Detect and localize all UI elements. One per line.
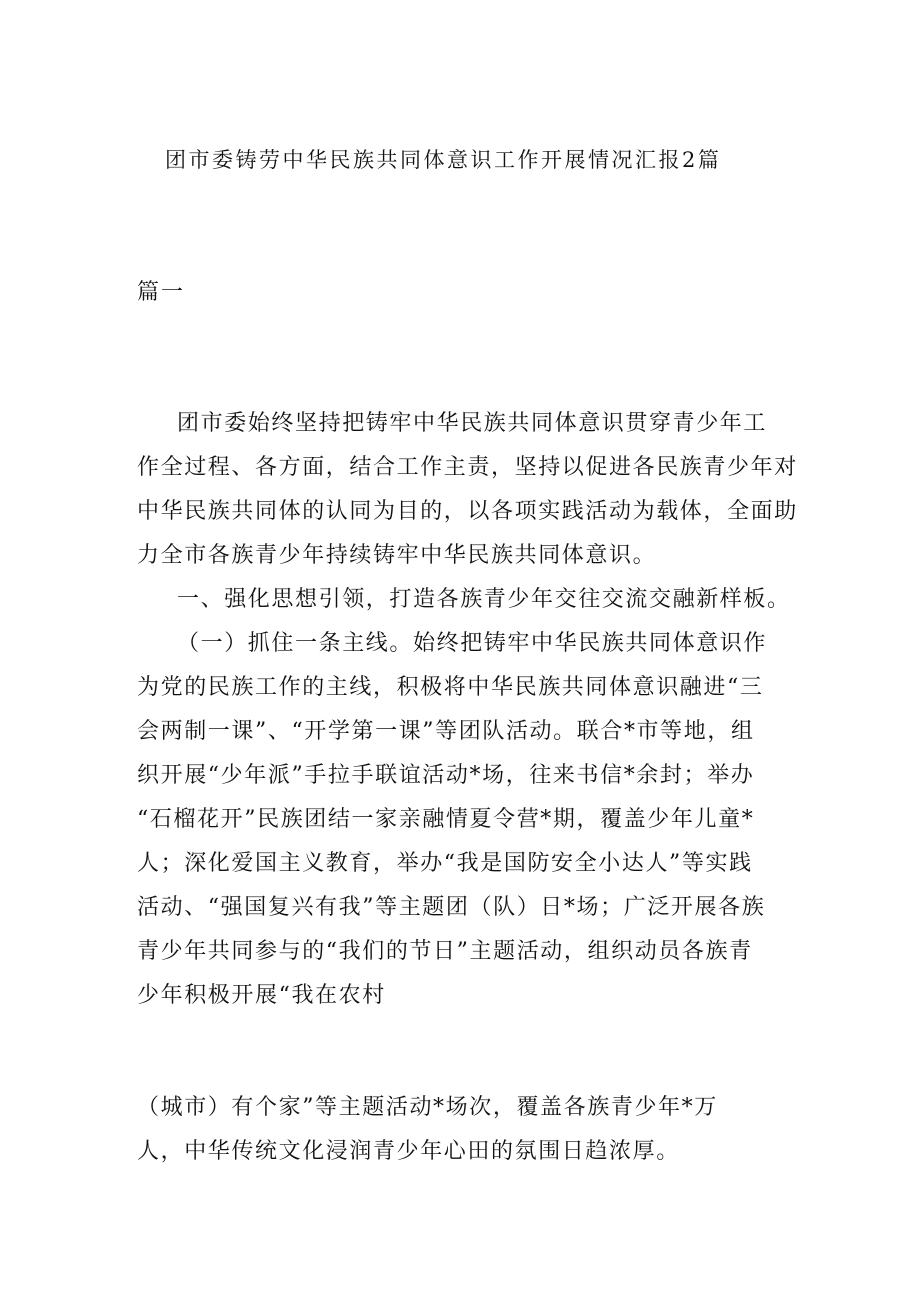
paragraph-line: 青少年共同参与的“我们的节日”主题活动，组织动员各族青 [137,939,753,964]
paragraph-line: 人，中华传统文化浸润青少年心田的氛围日趋浓厚。 [137,1139,680,1164]
paragraph-line: 为党的民族工作的主线，积极将中华民族共同体意识融进“三 [137,675,764,700]
document-title: 团市委铸劳中华民族共同体意识工作开展情况汇报2篇 [165,148,722,172]
section-label: 篇一 [137,280,186,305]
paragraph-line: 少年积极开展“我在农村 [137,983,386,1008]
paragraph-line: 中华民族共同体的认同为目的，以各项实践活动为载体，全面助 [137,499,798,524]
paragraph-line: 织开展“少年派”手拉手联谊活动*场，往来书信*余封；举办 [137,763,755,788]
paragraph-line: 作全过程、各方面，结合工作主责，坚持以促进各民族青少年对 [137,455,798,480]
paragraph-line: 人；深化爱国主义教育，举办“我是国防安全小达人”等实践 [137,851,753,876]
paragraph-line: 力全市各族青少年持续铸牢中华民族共同体意识。 [137,543,657,568]
section-heading: 一、强化思想引领，打造各族青少年交往交流交融新样板。 [177,587,791,612]
paragraph-line: “石榴花开”民族团结一家亲融情夏令营*期，覆盖少年儿童* [137,807,755,832]
paragraph-line: （城市）有个家”等主题活动*场次，覆盖各族青少年*万 [137,1095,718,1120]
paragraph-line: 会两制一课”、“开学第一课”等团队活动。联合*市等地，组 [137,719,755,744]
paragraph-line: 活动、“强国复兴有我”等主题团（队）日*场；广泛开展各族 [137,895,766,920]
paragraph-line: （一）抓住一条主线。始终把铸牢中华民族共同体意识作 [177,631,768,656]
paragraph-line: 团市委始终坚持把铸牢中华民族共同体意识贯穿青少年工 [177,411,768,436]
